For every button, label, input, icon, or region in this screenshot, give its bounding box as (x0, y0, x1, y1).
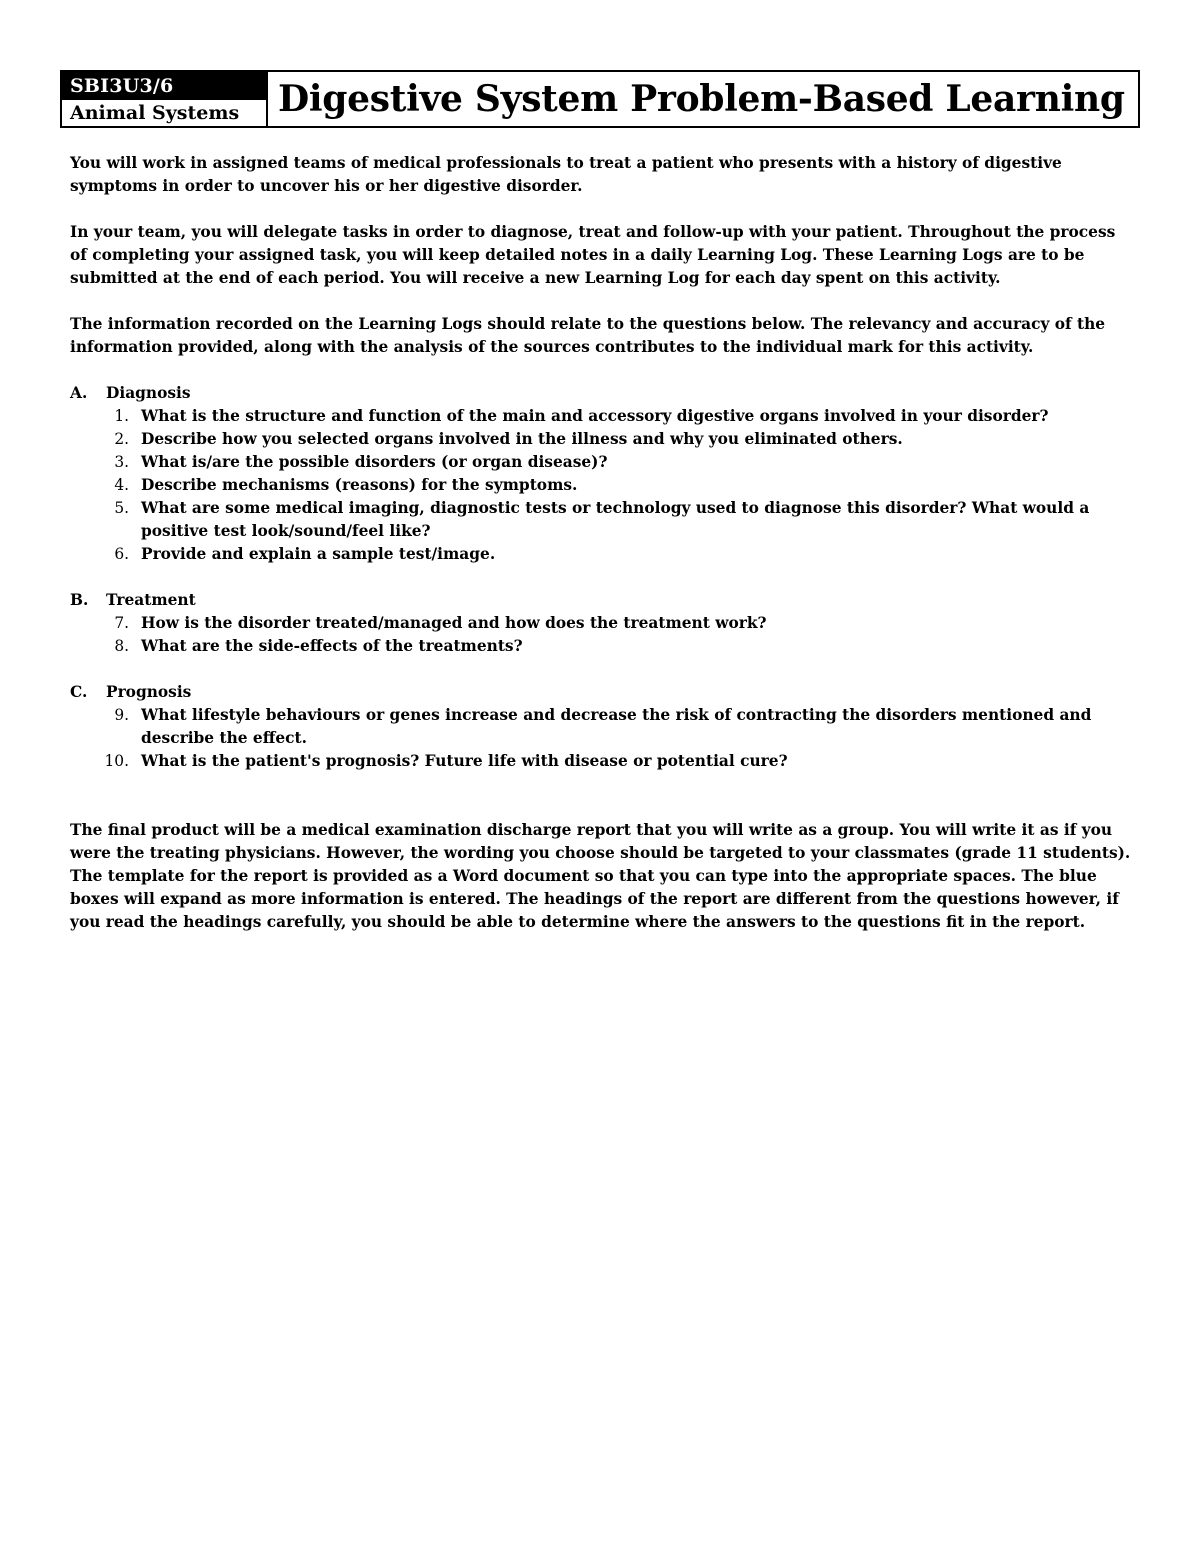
section-heading (70, 589, 1132, 612)
question-text: What is the structure and function of the main and accessory digestive organs involved in your disorder? (141, 407, 1049, 425)
unit-name: Animal Systems (70, 102, 240, 124)
question-item (70, 543, 1132, 566)
document-header (60, 70, 1140, 128)
course-code: SBI3U3/6 (62, 72, 266, 100)
question-item (70, 474, 1132, 497)
section-heading (70, 382, 1132, 405)
closing-paragraph: The final product will be a medical examination discharge report that you will write as a group. You will write it as if you were the treating physicians. However, the wording you choose should be targeted to your classmates (grade 11 students). The template for the report is provided as a Word document so that you can type into the appropriate spaces. The blue boxes will expand as more information is entered. The headings of the report are different from the questions however, if you read the headings carefully, you should be able to determine where the answers to the questions fit in the report. (70, 821, 1131, 931)
question-text: Provide and explain a sample test/image. (141, 545, 496, 563)
question-number: 10. (104, 752, 129, 770)
question-number: 2. (114, 430, 129, 448)
question-item (70, 451, 1132, 474)
question-number: 8. (114, 637, 129, 655)
question-number: 9. (114, 706, 129, 724)
question-item (70, 497, 1132, 543)
question-text: What are the side-effects of the treatments? (141, 637, 523, 655)
section-title: Prognosis (106, 683, 192, 701)
question-number: 4. (114, 476, 129, 494)
section-letter: B. (70, 591, 89, 609)
question-number: 7. (114, 614, 129, 632)
section-diagnosis (70, 382, 1132, 566)
course-info-box (62, 72, 268, 126)
question-item (70, 635, 1132, 658)
intro-paragraph-1: You will work in assigned teams of medical professionals to treat a patient who presents with a history of digestive symptoms in order to uncover his or her digestive disorder. (70, 154, 1062, 195)
question-list (70, 612, 1132, 658)
question-number: 5. (114, 499, 129, 517)
question-number: 6. (114, 545, 129, 563)
question-item (70, 428, 1132, 451)
section-title: Diagnosis (106, 384, 191, 402)
document-body (70, 152, 1132, 957)
document-title: Digestive System Problem-Based Learning (278, 78, 1125, 120)
section-treatment (70, 589, 1132, 658)
question-text: What is the patient's prognosis? Future life with disease or potential cure? (141, 752, 788, 770)
question-text: Describe mechanisms (reasons) for the symptoms. (141, 476, 578, 494)
section-letter: A. (70, 384, 88, 402)
question-number: 1. (114, 407, 129, 425)
section-letter: C. (70, 683, 88, 701)
question-item (70, 405, 1132, 428)
question-item (70, 750, 1132, 773)
question-text: What is/are the possible disorders (or organ disease)? (141, 453, 608, 471)
question-number: 3. (114, 453, 129, 471)
question-item (70, 612, 1132, 635)
question-list (70, 704, 1132, 773)
section-title: Treatment (106, 591, 196, 609)
section-heading (70, 681, 1132, 704)
intro-paragraph-3: The information recorded on the Learning Logs should relate to the questions below. The relevancy and accuracy of the information provided, along with the analysis of the sources contributes to the individual mark for this activity. (70, 315, 1106, 356)
question-list (70, 405, 1132, 566)
intro-paragraph-2: In your team, you will delegate tasks in order to diagnose, treat and follow-up with your patient. Throughout the process of completing your assigned task, you will keep detailed notes in a daily Learning Log. These Learning Logs are to be submitted at the end of each period. You will receive a new Learning Log for each day spent on this activity. (70, 223, 1116, 287)
question-text: Describe how you selected organs involved in the illness and why you eliminated others. (141, 430, 903, 448)
section-prognosis (70, 681, 1132, 773)
question-text: How is the disorder treated/managed and how does the treatment work? (141, 614, 767, 632)
question-text: What lifestyle behaviours or genes increase and decrease the risk of contracting the disorders mentioned and describe the effect. (141, 706, 1092, 747)
question-text: What are some medical imaging, diagnostic tests or technology used to diagnose this disorder? What would a positive test look/sound/feel like? (141, 499, 1090, 540)
blank-line (70, 796, 1132, 819)
question-item (70, 704, 1132, 750)
